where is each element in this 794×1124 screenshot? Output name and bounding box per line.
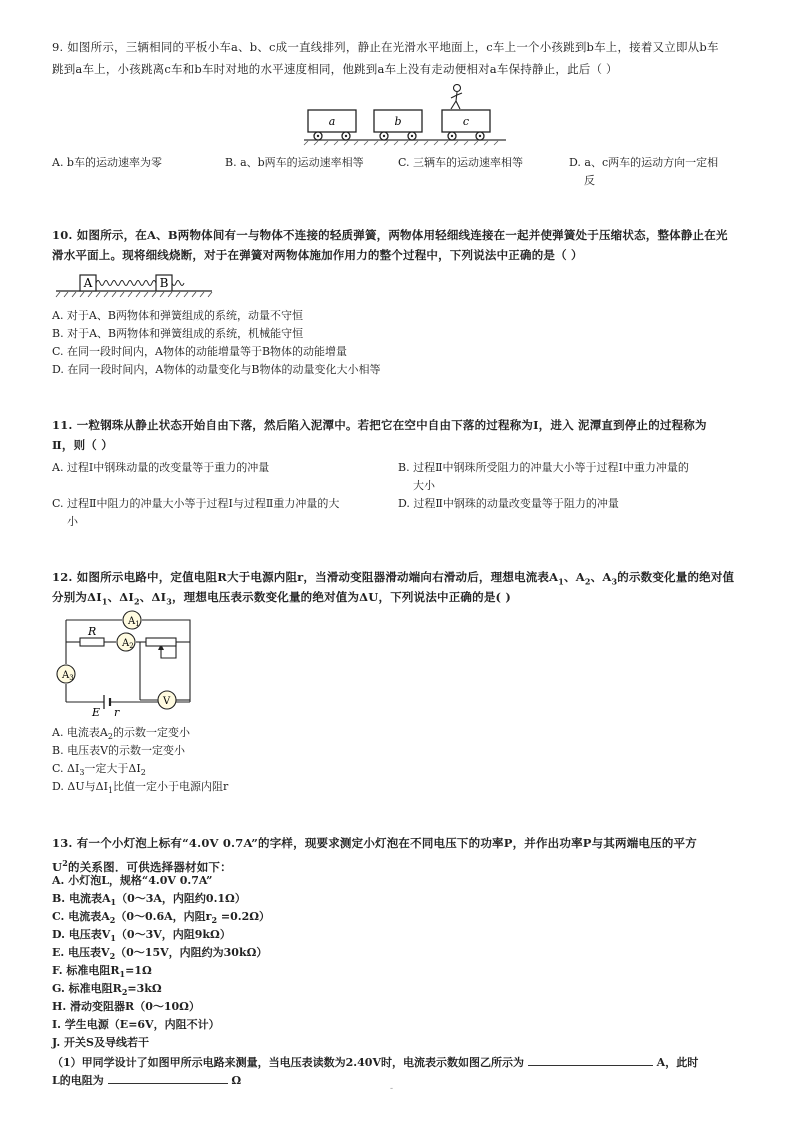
q10-spring-figure bbox=[54, 272, 214, 298]
q11-stem-line1: 11. 一粒钢珠从静止状态开始自由下落，然后陷入泥潭中。若把它在空中自由下落的过程称为Ⅰ，进入 泥潭直到停止的过程称为 bbox=[52, 418, 707, 432]
q9-carts-figure bbox=[300, 84, 510, 146]
answer-blank-resistance[interactable] bbox=[108, 1070, 228, 1084]
q13-stem-line2: $U^2$的关系图．可供选择器材如下： bbox=[52, 858, 232, 874]
q10-option-d: D. 在同一段时间内，A物体的动量变化与B物体的动量变化大小相等 bbox=[52, 363, 381, 376]
q13-stem-line1: 13. 有一个小灯泡上标有“4.0V 0.7A”的字样，现要求测定小灯泡在不同电压下的功率P，并作出功率P与其两端电压的平方 bbox=[52, 836, 697, 850]
q13-subq1-line2: L的电阻为 Ω bbox=[52, 1070, 241, 1090]
q10-stem-line2: 滑水平面上。现将细线烧断，对于在弹簧对两物体施加作用力的整个过程中，下列说法中正确的是（ ） bbox=[52, 248, 583, 262]
q9-option-a: A. b车的运动速率为零 bbox=[52, 156, 162, 169]
q11-option-c: C. 过程Ⅱ中阻力的冲量大小等于过程Ⅰ与过程Ⅱ重力冲量的大 bbox=[52, 497, 340, 510]
q10-option-c: C. 在同一段时间内，A物体的动能增量等于B物体的动能增量 bbox=[52, 345, 348, 358]
q13-item-i: I. 学生电源（E=6V，内阻不计） bbox=[52, 1018, 220, 1031]
q12-option-b: B. 电压表V的示数一定变小 bbox=[52, 744, 186, 757]
q9-option-d: D. a、c两车的运动方向一定相 bbox=[569, 156, 719, 169]
q12-stem-line2: 分别为$\Delta I_1$、$\Delta I_2$、$\Delta I_3$，理想电压表示数变化量的绝对值为ΔU，下列说法中正确的是( ) bbox=[52, 590, 512, 607]
svg-text:A1: $A_1$ bbox=[128, 616, 140, 628]
svg-text:A3: $A_3$ bbox=[62, 670, 74, 682]
q11-option-d: D. 过程Ⅱ中钢珠的动量改变量等于阻力的冲量 bbox=[398, 497, 619, 510]
child-figure bbox=[451, 85, 462, 110]
q12-circuit-figure bbox=[54, 610, 204, 718]
q11-stem-line2: Ⅱ，则（ ） bbox=[52, 438, 113, 452]
answer-blank-current[interactable] bbox=[528, 1052, 653, 1066]
q9-stem-line1: 9. 如图所示，三辆相同的平板小车a、b、c成一直线排列，静止在光滑水平地面上，c车上一个小孩跳到b车上，接着又立即从b车 bbox=[52, 40, 719, 54]
q11-option-b: B. 过程Ⅱ中钢珠所受阻力的冲量大小等于过程Ⅰ中重力冲量的 bbox=[398, 461, 689, 474]
rheostat bbox=[146, 638, 176, 646]
q13-item-a: A. 小灯泡L，规格“4.0V 0.7A” bbox=[52, 874, 213, 887]
resistor-r bbox=[80, 638, 104, 646]
q12-option-c: C. $\Delta I_3$一定大于$\Delta I_2$ bbox=[52, 762, 146, 778]
cart-c-label: c bbox=[462, 115, 470, 128]
q10-option-b: B. 对于A、B两物体和弹簧组成的系统，机械能守恒 bbox=[52, 327, 304, 340]
q13-item-c: C. 电流表$A_2(0\sim 0.6A$，内阻$r_2 =0.2\Omega$） bbox=[52, 910, 271, 926]
svg-text:E: E bbox=[92, 706, 101, 718]
q9-option-d-cont: 反 bbox=[584, 174, 595, 187]
cart-b-label: b bbox=[394, 115, 402, 128]
q9-option-c: C. 三辆车的运动速率相等 bbox=[398, 156, 524, 169]
q13-item-e: E. 电压表$V_2(0\sim 15V$，内阻约为30kΩ） bbox=[52, 946, 268, 962]
page-footer-mark: - bbox=[390, 1084, 394, 1094]
q13-item-j: J. 开关S及导线若干 bbox=[52, 1036, 149, 1049]
q13-item-h: H. 滑动变阻器R（0～10Ω） bbox=[52, 1000, 200, 1013]
cart-a-label: a bbox=[328, 115, 336, 128]
q12-stem-line1: 12. 如图所示电路中，定值电阻R大于电源内阻r，当滑动变阻器滑动端向右滑动后，理想电流表$A_1$、$A_2$、$A_3$的示数变化量的绝对值 bbox=[52, 570, 735, 587]
q11-option-a: A. 过程Ⅰ中钢珠动量的改变量等于重力的冲量 bbox=[52, 461, 270, 474]
q13-item-d: D. 电压表$V_1(0\sim 3V$，内阻9kΩ） bbox=[52, 928, 231, 944]
block-b-label: B bbox=[159, 276, 169, 290]
q13-item-b: B. 电流表$A_1(0\sim 3A$，内阻约0.1Ω） bbox=[52, 892, 246, 908]
svg-text:A2: $A_2$ bbox=[122, 638, 134, 650]
q11-option-b-cont: 大小 bbox=[413, 479, 435, 492]
svg-text:V: V bbox=[163, 696, 171, 707]
q13-subq1-line1: （1）甲同学设计了如图甲所示电路来测量，当电压表读数为2.40V时，电流表示数如图乙所示为 A，此时 bbox=[52, 1052, 698, 1072]
q9-option-b: B. a、b两车的运动速率相等 bbox=[225, 156, 364, 169]
q13-item-g: G. 标准电阻$R_2=3k\Omega$ bbox=[52, 982, 162, 998]
q10-option-a: A. 对于A、B两物体和弹簧组成的系统，动量不守恒 bbox=[52, 309, 303, 322]
q12-option-d: D. ΔU与$\Delta I_1$比值一定小于电源内阻r bbox=[52, 780, 229, 796]
q13-item-f: F. 标准电阻$R_1=1\Omega$ bbox=[52, 964, 152, 980]
block-a-label: A bbox=[83, 276, 93, 290]
q12-option-a: A. 电流表$A_2$的示数一定变小 bbox=[52, 726, 190, 742]
q11-option-c-cont: 小 bbox=[67, 515, 78, 528]
svg-text:r: r bbox=[114, 706, 120, 718]
q10-stem-line1: 10. 如图所示，在A、B两物体间有一与物体不连接的轻质弹簧，两物体用轻细线连接在一起并使弹簧处于压缩状态，整体静止在光 bbox=[52, 228, 728, 242]
resistor-r-label: R bbox=[88, 625, 97, 638]
q9-stem-line2: 跳到a车上，小孩跳离c车和b车时对地的水平速度相同，他跳到a车上没有走动便相对a车保持静止，此后（ ） bbox=[52, 62, 618, 76]
